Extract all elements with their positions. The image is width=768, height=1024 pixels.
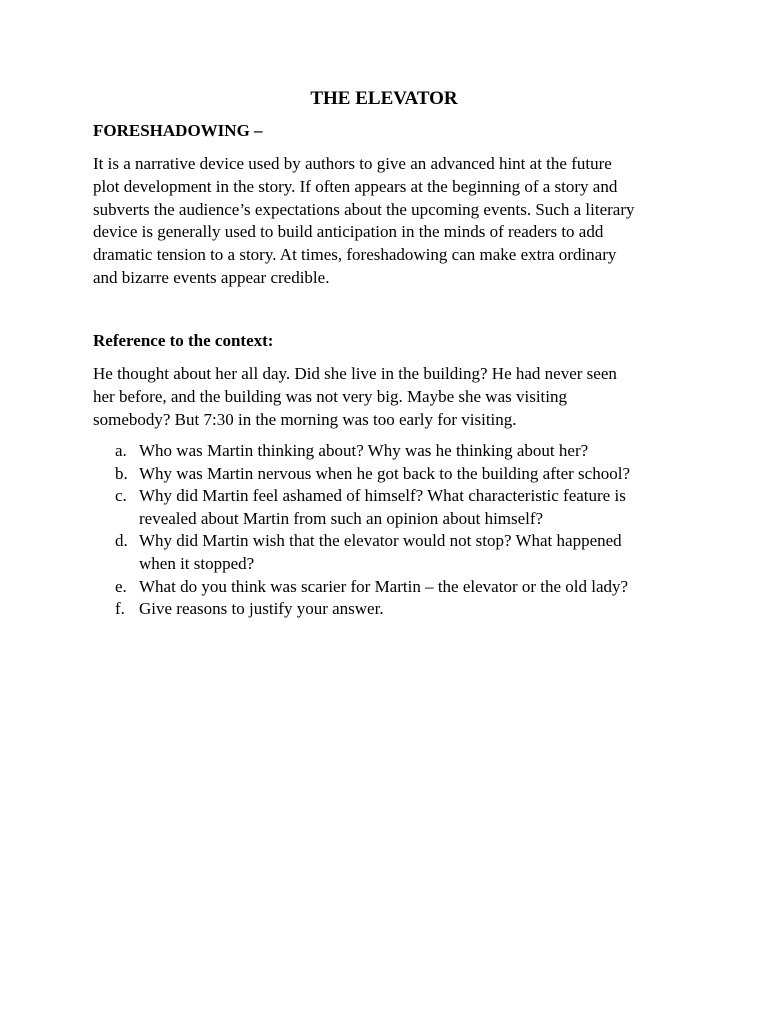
question-text [139, 440, 693, 463]
foreshadowing-heading: FORESHADOWING – [93, 121, 263, 140]
question-text [139, 463, 693, 486]
question-item [93, 440, 693, 463]
question-item [93, 598, 693, 621]
question-marker: b. [115, 463, 128, 483]
question-marker: f. [115, 599, 125, 619]
paragraph-line: her before, and the building was not very big. Maybe she was visiting [93, 386, 568, 406]
paragraph-line: He thought about her all day. Did she live in the building? He had never seen [93, 364, 617, 383]
paragraph-line: and bizarre events appear credible. [93, 267, 330, 287]
paragraph-line: plot development in the story. If often appears at the beginning of a story and [93, 176, 618, 196]
question-line: Why did Martin wish that the elevator would not stop? What happened [139, 531, 622, 551]
paragraph-line: somebody? But 7:30 in the morning was too early for visiting. [93, 409, 517, 429]
question-line: when it stopped? [139, 553, 255, 573]
question-line: What do you think was scarier for Martin – the elevator or the old lady? [139, 576, 629, 596]
context-heading: Reference to the context: [93, 331, 274, 350]
question-list [93, 440, 693, 621]
question-line: Give reasons to justify your answer. [139, 599, 384, 619]
document-title: THE ELEVATOR [310, 88, 458, 109]
paragraph-line: subverts the audience’s expectations about the upcoming events. Such a literary [93, 199, 635, 219]
question-text [139, 576, 693, 599]
question-text [139, 485, 693, 530]
question-item [93, 485, 693, 530]
question-line: Why was Martin nervous when he got back to the building after school? [139, 463, 630, 483]
question-marker: e. [115, 576, 127, 596]
question-item [93, 576, 693, 599]
question-text [139, 598, 693, 621]
paragraph-line: dramatic tension to a story. At times, foreshadowing can make extra ordinary [93, 245, 617, 265]
question-item [93, 463, 693, 486]
question-line: revealed about Martin from such an opinion about himself? [139, 508, 544, 528]
paragraph-line: It is a narrative device used by authors to give an advanced hint at the future [93, 154, 612, 173]
context-paragraph [93, 363, 683, 431]
question-item [93, 530, 693, 575]
question-marker: a. [115, 441, 127, 460]
foreshadowing-paragraph [93, 153, 683, 290]
question-marker: c. [115, 486, 127, 506]
question-line: Why did Martin feel ashamed of himself? What characteristic feature is [139, 486, 626, 506]
question-marker: d. [115, 531, 128, 551]
question-line: Who was Martin thinking about? Why was he thinking about her? [139, 441, 589, 460]
question-text [139, 530, 693, 575]
paragraph-line: device is generally used to build anticipation in the minds of readers to add [93, 222, 604, 242]
